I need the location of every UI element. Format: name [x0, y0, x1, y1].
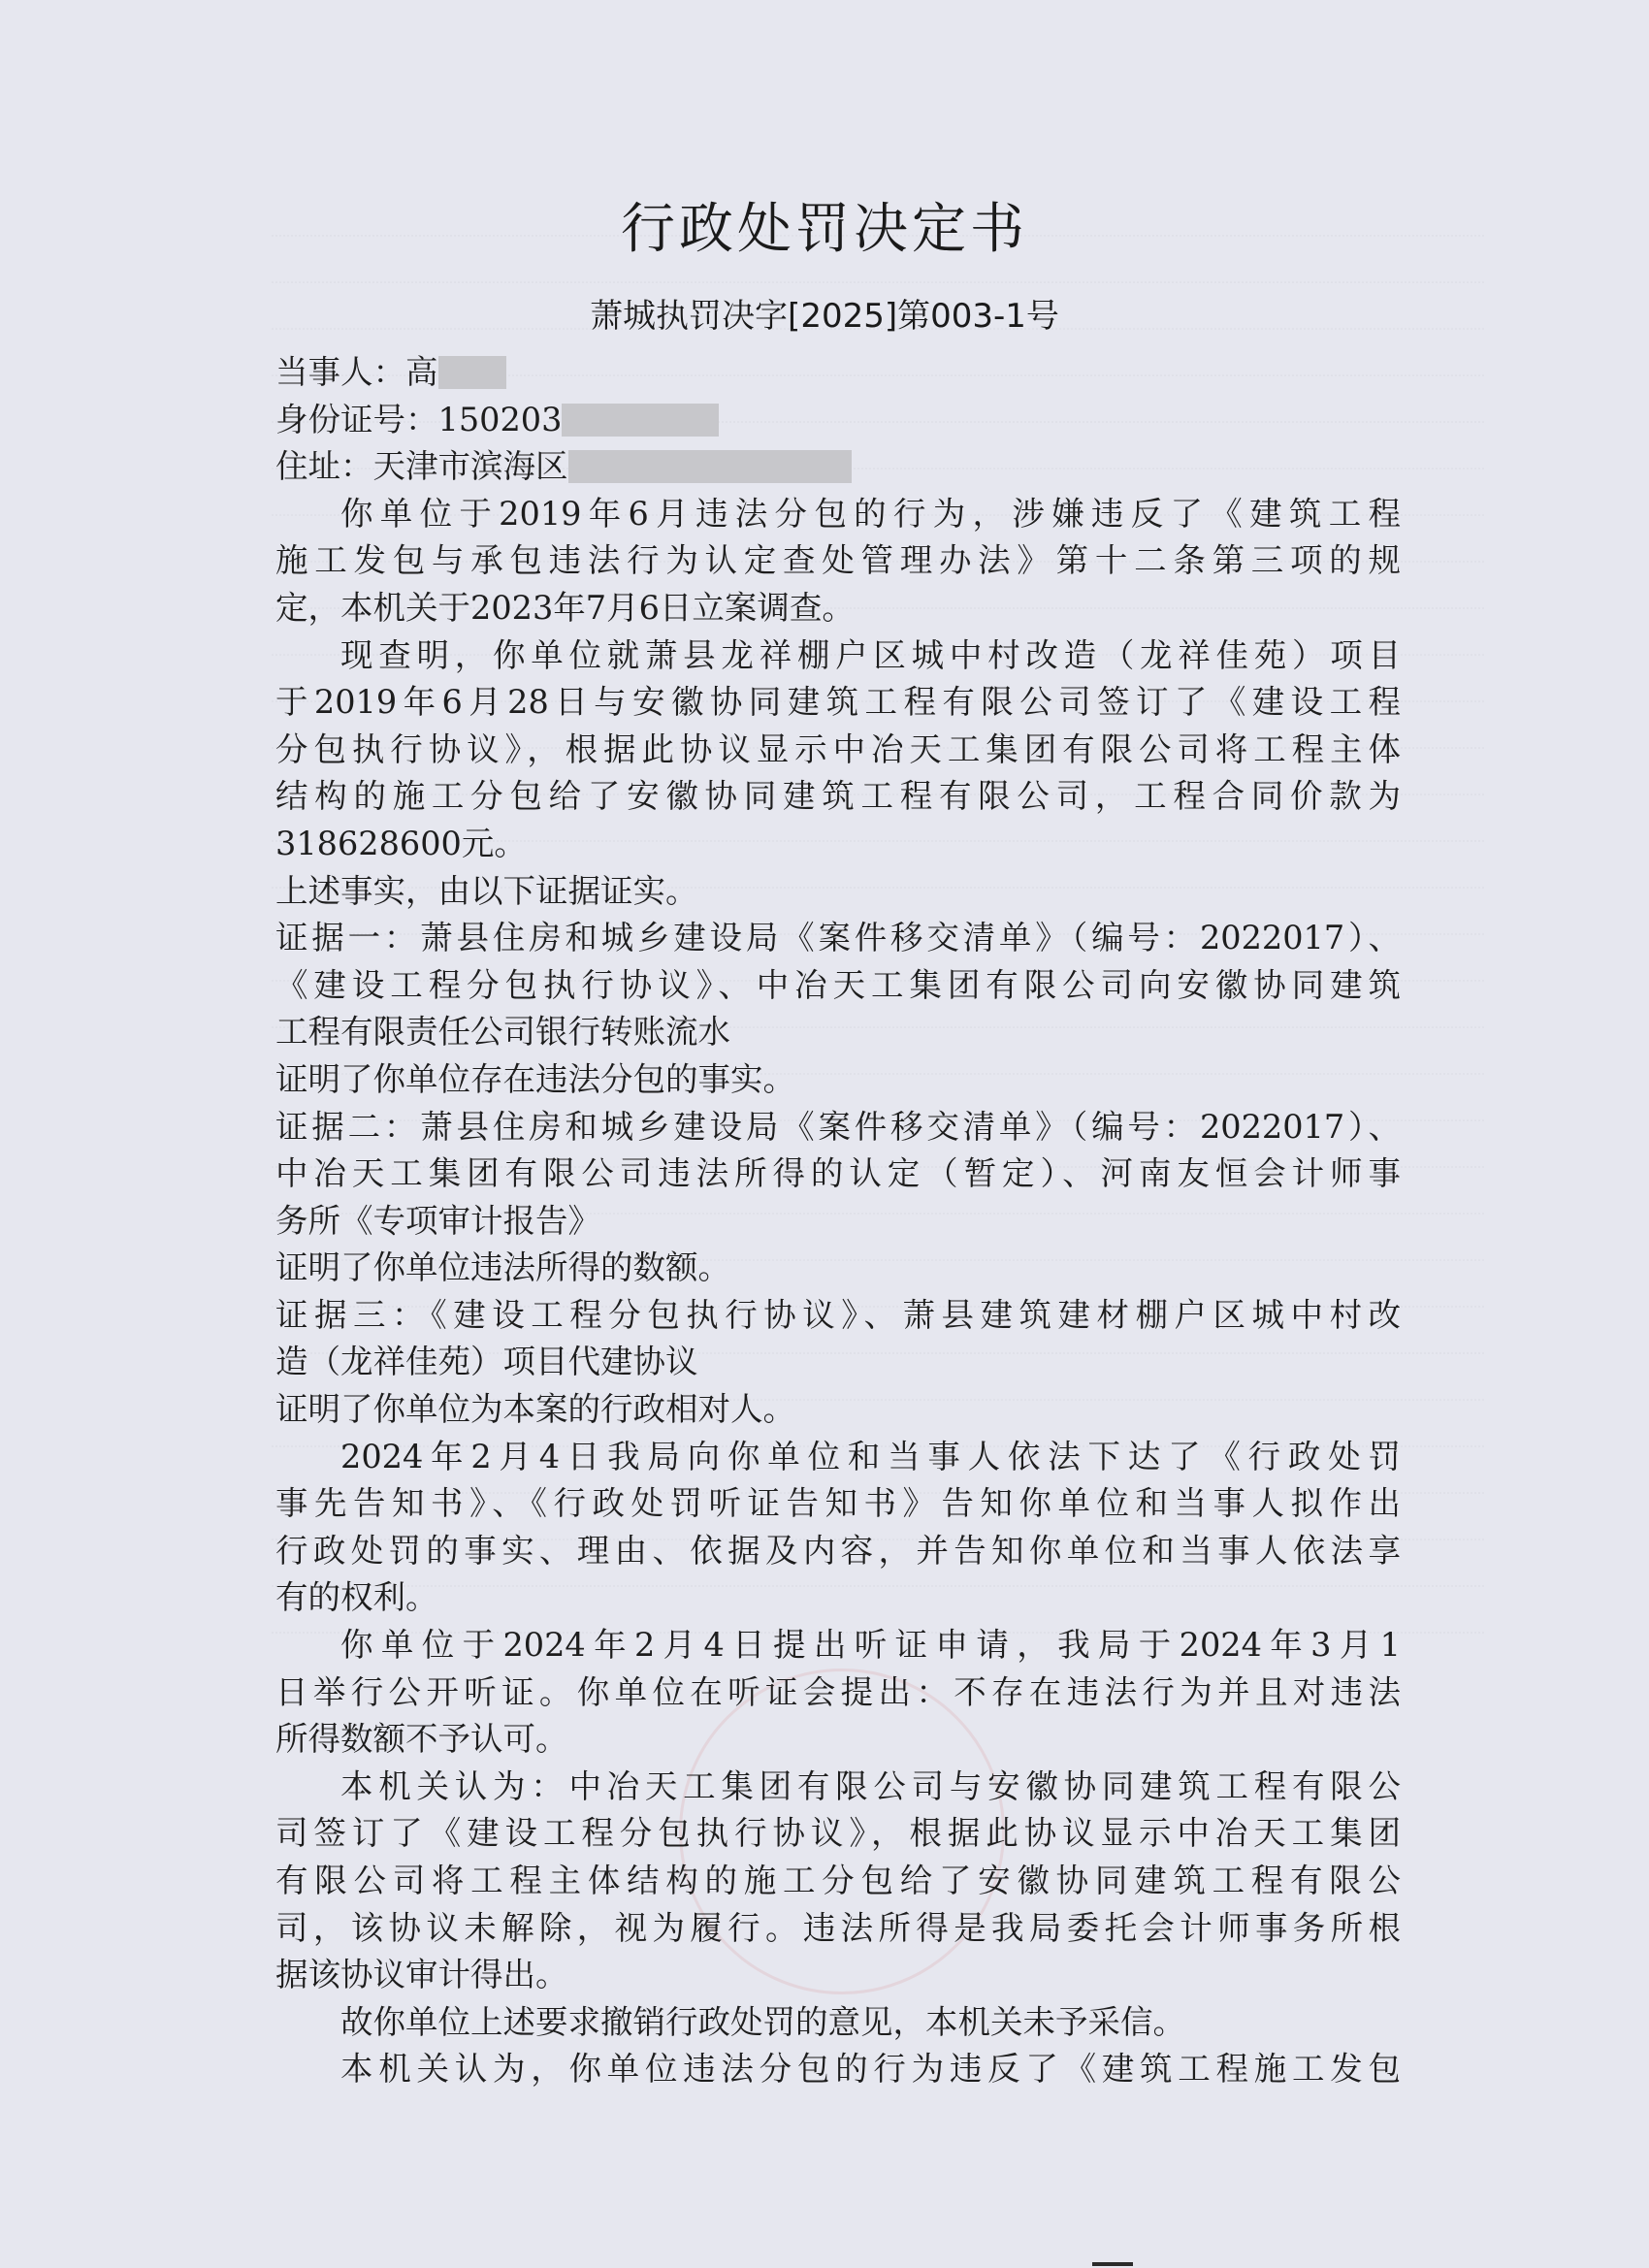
evidence-line: 证据一：萧县住房和城乡建设局《案件移交清单》（编号：2022017）、	[275, 919, 1401, 957]
paragraph-line: 本机关认为，你单位违法分包的行为违反了《建筑工程施工发包	[340, 2050, 1401, 2089]
party-id-value: 150203	[437, 400, 563, 438]
paragraph-line: 施工发包与承包违法行为认定查处管理办法》第十二条第三项的规	[275, 541, 1401, 580]
party-name-label: 当事人：	[275, 353, 405, 391]
paragraph-line: 所得数额不予认可。	[275, 1720, 568, 1759]
paragraph-line: 现查明，你单位就萧县龙祥棚户区城中村改造（龙祥佳苑）项目	[340, 635, 1401, 674]
scan-edge-mark	[1092, 2262, 1133, 2266]
paragraph-line: 你单位于2024年2月4日提出听证申请，我局于2024年3月1	[340, 1626, 1401, 1665]
party-name-value: 高	[405, 353, 438, 391]
party-id-label: 身份证号：	[275, 400, 438, 438]
paragraph-line: 分包执行协议》，根据此协议显示中冶天工集团有限公司将工程主体	[275, 729, 1401, 768]
paragraph-line: 有限公司将工程主体结构的施工分包给了安徽协同建筑工程有限公	[275, 1862, 1401, 1899]
evidence-line: 中冶天工集团有限公司违法所得的认定（暂定）、河南友恒会计师事	[275, 1154, 1401, 1193]
evidence-line: 工程有限责任公司银行转账流水	[275, 1013, 730, 1052]
paragraph-line: 日举行公开听证。你单位在听证会提出：不存在违法行为并且对违法	[275, 1672, 1401, 1711]
paragraph-line: 2024年2月4日我局向你单位和当事人依法下达了《行政处罚	[340, 1437, 1401, 1475]
document-number: 萧城执罚决字[2025]第003-1号	[590, 297, 1059, 336]
paragraph-line: 据该协议审计得出。	[275, 1956, 568, 1994]
paragraph-line: 318628600元。	[275, 824, 527, 862]
party-id-line	[275, 397, 1401, 444]
paragraph-line: 有的权利。	[275, 1578, 438, 1617]
evidence-line: 证明了你单位存在违法分包的事实。	[275, 1059, 795, 1098]
document-body	[275, 349, 1401, 2093]
paragraph-line: 于2019年6月28日与安徽协同建筑工程有限公司签订了《建设工程	[275, 683, 1401, 722]
party-name-line	[275, 349, 1401, 397]
evidence-line: 造（龙祥佳苑）项目代建协议	[275, 1343, 698, 1381]
paragraph-line: 司签订了《建设工程分包执行协议》，根据此协议显示中冶天工集团	[275, 1814, 1401, 1853]
party-address-value: 天津市滨海区	[372, 447, 568, 486]
paragraph-line: 司，该协议未解除，视为履行。违法所得是我局委托会计师事务所根	[275, 1908, 1401, 1947]
paragraph-line: 你单位于2019年6月违法分包的行为，涉嫌违反了《建筑工程	[340, 494, 1401, 533]
paragraph-line: 本机关认为：中冶天工集团有限公司与安徽协同建筑工程有限公	[340, 1766, 1401, 1805]
party-address-label: 住址：	[275, 447, 373, 486]
paragraph-line: 故你单位上述要求撤销行政处罚的意见，本机关未予采信。	[340, 2002, 1185, 2041]
redaction-block	[438, 356, 506, 389]
evidence-line: 证明了你单位为本案的行政相对人。	[275, 1390, 795, 1429]
redaction-block	[568, 450, 852, 483]
evidence-line: 《建设工程分包执行协议》、中冶天工集团有限公司向安徽协同建筑	[275, 965, 1401, 1004]
redaction-block	[562, 404, 719, 437]
evidence-line: 务所《专项审计报告》	[275, 1201, 600, 1240]
paragraph-line: 上述事实，由以下证据证实。	[275, 871, 698, 910]
paragraph-line: 结构的施工分包给了安徽协同建筑工程有限公司，工程合同价款为	[275, 777, 1401, 816]
evidence-line: 证明了你单位违法所得的数额。	[275, 1248, 730, 1287]
party-address-line	[275, 443, 1401, 491]
paragraph-line: 行政处罚的事实、理由、依据及内容，并告知你单位和当事人依法享	[275, 1531, 1401, 1570]
evidence-line: 证据二：萧县住房和城乡建设局《案件移交清单》（编号：2022017）、	[275, 1107, 1401, 1146]
paragraph-line: 事先告知书》、《行政处罚听证告知书》告知你单位和当事人拟作出	[275, 1484, 1401, 1523]
paragraph-line: 定，本机关于2023年7月6日立案调查。	[275, 588, 855, 627]
document-title: 行政处罚决定书	[621, 198, 1028, 261]
evidence-line: 证据三：《建设工程分包执行协议》、萧县建筑建材棚户区城中村改	[275, 1295, 1401, 1334]
